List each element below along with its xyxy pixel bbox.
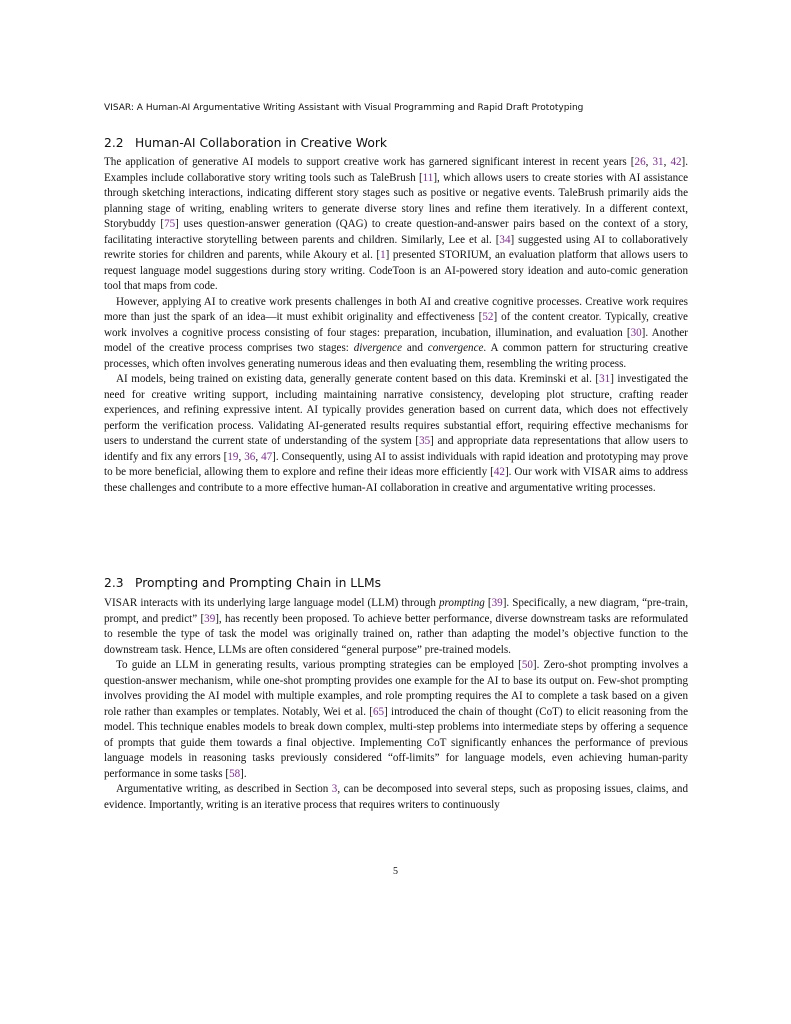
text-run: ] and appropriate data representations that allow users to identify and fix any errors [ <box>104 435 688 463</box>
text-run: ] presented STORIUM, an evaluation platform that allows users to request language model suggestions during story writing. CodeToon is an AI-powered story ideation and auto-comic generation tool that maps from code. <box>104 249 688 292</box>
text-run: ]. Zero-shot prompting involves a question-answer mechanism, while one-shot prompting provides one example for the AI to base its output on. Few-shot prompting involves providing the AI model with multiple examples, and role prompting requires the AI to complete a task based on a given role rather than examples or templates. Notably, Wei et al. [ <box>104 659 688 718</box>
text-run: , <box>238 450 245 463</box>
citation-link[interactable]: 39 <box>204 612 216 625</box>
citation-link[interactable]: 36 <box>244 450 256 463</box>
paragraph <box>104 372 688 496</box>
section-number: 2.3 <box>104 576 124 590</box>
citation-link[interactable]: 42 <box>493 466 505 478</box>
text-run: ]. Specifically, a new diagram, “pre-train, prompt, and predict” [ <box>104 597 688 625</box>
text-run: VISAR interacts with its underlying large language model (LLM) through <box>104 597 439 609</box>
cross-reference-link[interactable]: 3 <box>331 783 338 795</box>
citation-link[interactable]: 34 <box>499 233 511 246</box>
section-heading-2-3 <box>104 576 688 590</box>
text-run: and <box>402 342 428 354</box>
citation-link[interactable]: 31 <box>652 156 664 168</box>
text-run: ], has recently been proposed. To achieve better performance, diverse downstream tasks are reformulated to resemble the type of task the model was originally trained on, rather than adapting the model’s objective function to the downstream task. Hence, LLMs are often considered “general purpose” pre-trained models. <box>104 612 688 656</box>
paragraph <box>104 155 688 295</box>
citation-link[interactable]: 75 <box>164 218 176 230</box>
text-run: , can be decomposed into several steps, such as proposing issues, claims, and evidence. Importantly, writing is an iterative process that requires writers to continuously <box>104 783 689 811</box>
citation-link[interactable]: 31 <box>599 373 611 385</box>
emphasis: divergence <box>353 342 402 354</box>
text-run: ] uses question-answer generation (QAG) to create question-and-answer pairs based on the context of a story, facilitating interactive storytelling between parents and children. Similarly, Lee et al. [ <box>104 218 688 246</box>
paragraph <box>104 596 688 658</box>
emphasis: convergence <box>427 342 484 354</box>
citation-link[interactable]: 11 <box>422 171 434 184</box>
running-head: VISAR: A Human-AI Argumentative Writing Assistant with Visual Programming and Rapid Draft Prototyping <box>104 103 584 113</box>
paragraph <box>104 295 688 373</box>
text-run: However, applying AI to creative work presents challenges in both AI and creative cognitive processes. Creative work requires more than just the spark of an idea—it must exhibit originality and effectiveness [ <box>104 295 688 323</box>
text-run: , <box>663 156 671 168</box>
text-run: Argumentative writing, as described in Section <box>116 783 332 795</box>
citation-link[interactable]: 52 <box>482 311 494 323</box>
text-run: ] of the content creator. Typically, creative work involves a cognitive process consisting of four stages: preparation, incubation, illumination, and evaluation [ <box>104 311 688 339</box>
citation-link[interactable]: 50 <box>521 659 533 671</box>
text-run: ] introduced the chain of thought (CoT) to elicit reasoning from the model. This technique enables models to break down complex, multi-step problems into intermediate steps by offering a sequence of prompts that guide them towards a final objective. Implementing CoT significantly enhances the performance of previous language models in reasoning tasks previously considered “off-limits” for language models, even achieving human-parity performance in some tasks [ <box>104 705 689 780</box>
text-run: ]. Another model of the creative process comprises two stages: <box>104 326 689 354</box>
citation-link[interactable]: 35 <box>419 435 431 447</box>
text-run: , <box>255 450 262 463</box>
citation-link[interactable]: 58 <box>229 767 241 780</box>
text-run: ], which allows users to create stories with AI assistance through sketching interactions, indicating different story stages such as positive or negative events. TaleBrush primarily aids the planning stage of writing, enabling writers to generate diverse story lines and refine them iteratively. In a different context, Storybuddy [ <box>104 171 688 230</box>
section-body-2-2 <box>104 155 688 496</box>
citation-link[interactable]: 30 <box>630 326 642 339</box>
citation-link[interactable]: 19 <box>227 450 239 463</box>
text-run: . A common pattern for structuring creative processes, which often involves generating numerous ideas and then evaluating them, resembling the writing process. <box>104 342 688 370</box>
text-run: ]. Our work with VISAR aims to address these challenges and contribute to a more effective human-AI collaboration in creative and argumentative writing processes. <box>104 466 688 494</box>
section-heading-2-2 <box>104 136 688 150</box>
text-run: ] investigated the need for creative writing support, including maintaining narrative consistency, developing plot structure, crafting reader experiences, and refining expressive intent. AI typically provides generation based on current data, which does not effectively perform the verification process. Validating AI-generated results requires substantial effort, requiring effective mechanisms for users to understand the current state of understanding of the system [ <box>104 373 689 447</box>
citation-link[interactable]: 65 <box>372 705 385 718</box>
citation-link[interactable]: 42 <box>670 156 682 168</box>
paragraph <box>104 782 688 813</box>
text-run: [ <box>484 597 492 609</box>
citation-link[interactable]: 1 <box>380 249 386 261</box>
text-run: , <box>645 156 653 168</box>
section-body-2-3 <box>104 596 688 813</box>
citation-link[interactable]: 39 <box>491 597 503 609</box>
emphasis: prompting <box>438 597 485 609</box>
text-run: The application of generative AI models to support creative work has garnered significant interest in recent years [ <box>104 156 635 168</box>
text-run: ]. Consequently, using AI to assist individuals with rapid ideation and prototyping may prove to be more beneficial, allowing them to explore and refine their ideas more efficiently [ <box>104 450 689 478</box>
citation-link[interactable]: 47 <box>261 450 273 463</box>
text-run: ] suggested using AI to collaboratively rewrite stories for children and parents, while Akoury et al. [ <box>104 233 688 261</box>
text-run: To guide an LLM in generating results, various prompting strategies can be employed [ <box>116 659 522 671</box>
section-title: Human-AI Collaboration in Creative Work <box>135 136 388 150</box>
page-number: 5 <box>393 866 398 877</box>
text-run: AI models, being trained on existing data, generally generate content based on this data. Kreminski et al. [ <box>116 373 600 385</box>
text-run: ]. Examples include collaborative story writing tools such as TaleBrush [ <box>104 156 689 184</box>
section-number: 2.2 <box>104 136 124 150</box>
citation-link[interactable]: 26 <box>634 156 646 168</box>
paragraph <box>104 658 688 782</box>
text-run: ]. <box>240 767 247 780</box>
section-title: Prompting and Prompting Chain in LLMs <box>135 576 381 590</box>
